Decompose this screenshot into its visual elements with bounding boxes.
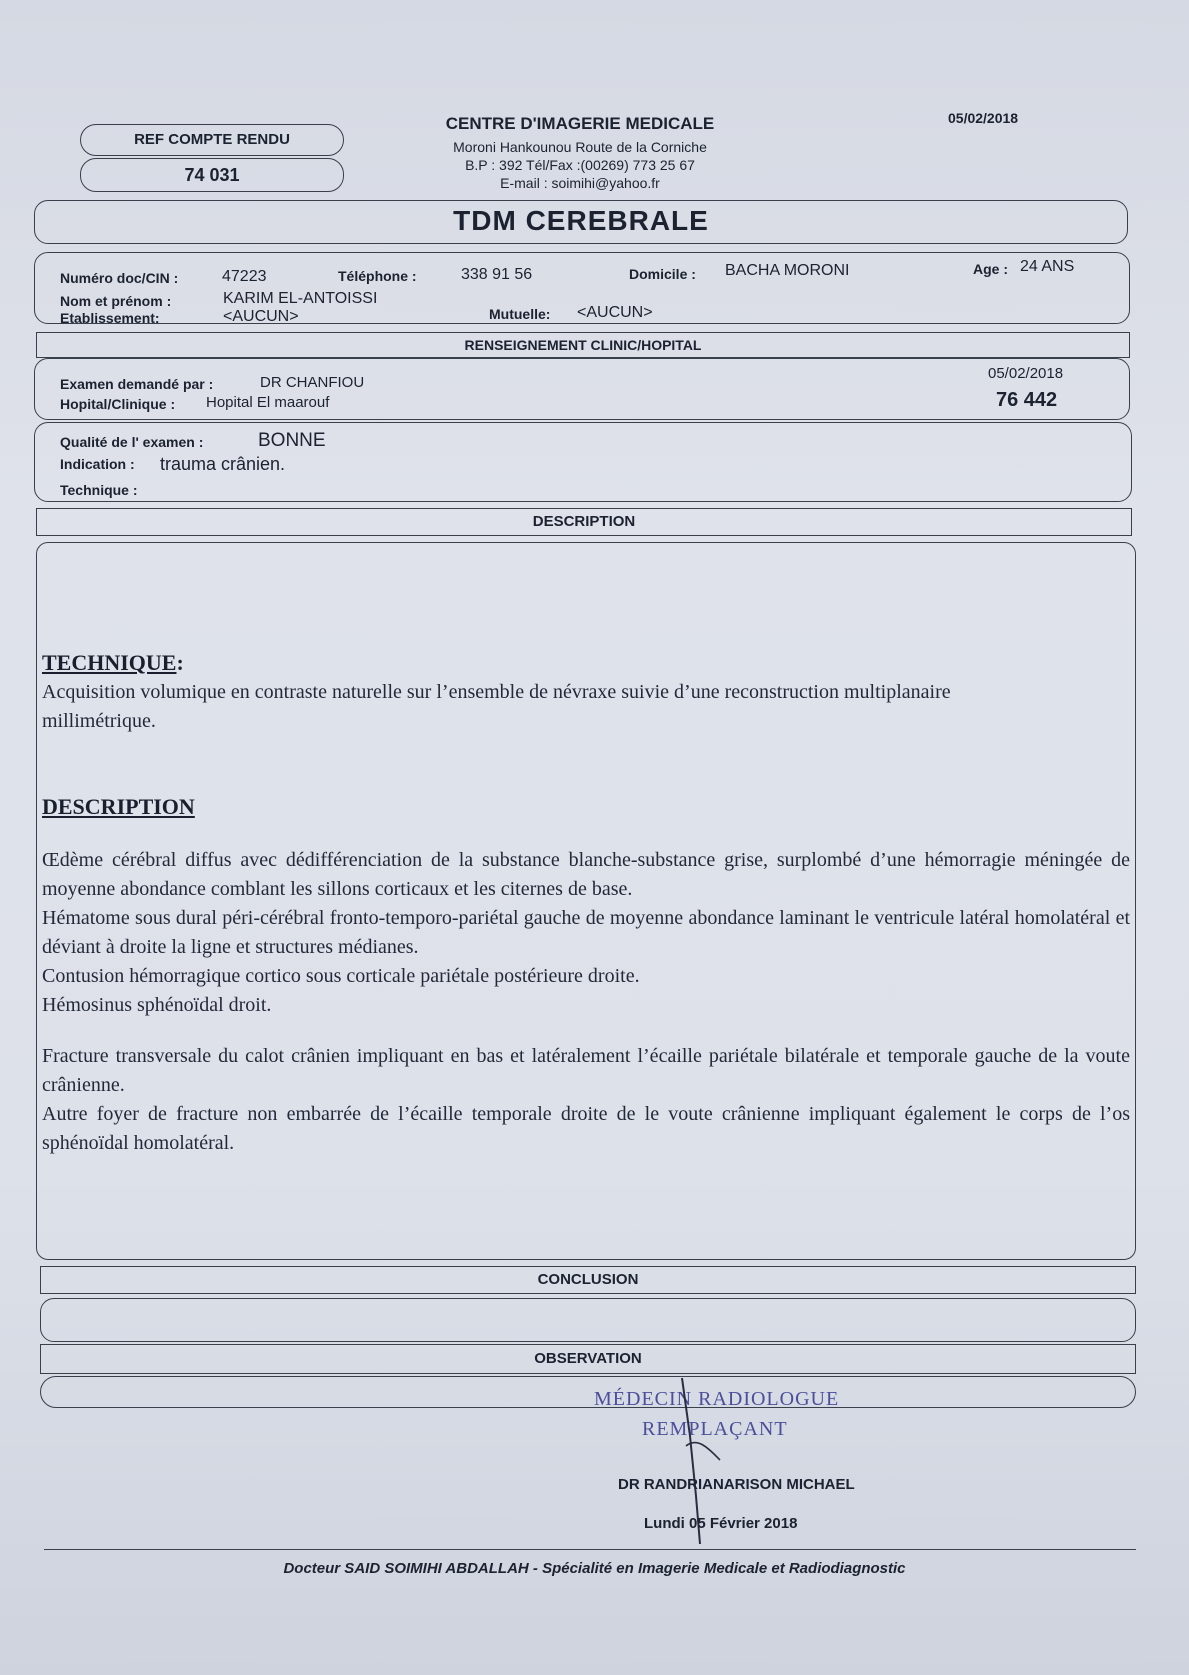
observation-box	[40, 1376, 1136, 1408]
conclusion-bar	[40, 1266, 1136, 1294]
mutuelle-value: <AUCUN>	[577, 304, 653, 321]
conclusion-box	[40, 1298, 1136, 1342]
ref-label: REF COMPTE RENDU	[134, 131, 290, 148]
description-line-4: Hémosinus sphénoïdal droit.	[42, 994, 272, 1016]
hopital-value: Hopital El maarouf	[206, 394, 330, 411]
description-line-6: Autre foyer de fracture non embarrée de l’écaille temporale droite de le voute crânienne impliquant également le corps de l’os sphénoïdal homolatéral.	[42, 1103, 1130, 1154]
mutuelle-label: Mutuelle:	[489, 306, 551, 322]
name-label: Nom et prénom :	[60, 293, 172, 309]
renseignement-bar	[36, 332, 1130, 358]
technique-heading-line	[42, 650, 184, 676]
description-heading: DESCRIPTION	[42, 794, 195, 819]
description-line-3: Contusion hémorragique cortico sous corticale pariétale postérieure droite.	[42, 965, 640, 987]
clinic-date: 05/02/2018	[988, 365, 1064, 382]
footer-rule	[44, 1549, 1136, 1550]
technique-label: Technique :	[60, 482, 138, 498]
etab-value: <AUCUN>	[223, 308, 299, 325]
page-title: TDM CEREBRALE	[453, 205, 709, 236]
description-line-5: Fracture transversale du calot crânien impliquant en bas et latéralement l’écaille pariétale bilatérale et temporale gauche de la voute crânienne.	[42, 1045, 1130, 1096]
age-label: Age :	[973, 261, 1008, 277]
description-bar-label: DESCRIPTION	[532, 513, 636, 530]
domicile-value: BACHA MORONI	[725, 262, 850, 279]
ref-label-box	[80, 124, 344, 156]
exam-value: DR CHANFIOU	[260, 374, 365, 391]
hopital-label: Hopital/Clinique :	[60, 396, 176, 412]
technique-text: Acquisition volumique en contraste naturelle sur l’ensemble de névraxe suivie d’une reconstruction multiplanaire millimétrique.	[42, 681, 951, 732]
indication-label: Indication :	[60, 456, 135, 472]
tel-label: Téléphone :	[338, 268, 417, 284]
conclusion-bar-label: CONCLUSION	[537, 1271, 639, 1288]
center-email: E-mail : soimihi@yahoo.fr	[500, 175, 660, 191]
footer-text: Docteur SAID SOIMIHI ABDALLAH - Spécialité en Imagerie Medicale et Radiodiagnostic	[283, 1560, 906, 1577]
signature-date: Lundi 05 Février 2018	[644, 1515, 798, 1532]
indication-value: trauma crânien.	[160, 454, 286, 474]
observation-bar	[40, 1344, 1136, 1374]
clinic-number: 76 442	[996, 389, 1058, 411]
stamp-line-2: REMPLAÇANT	[642, 1418, 788, 1440]
description-line-1: Œdème cérébral diffus avec dédifférenciation de la substance blanche-substance grise, surplombé d’une hémorragie méningée de moyenne abondance comblant les sillons corticaux et les citernes de base.	[42, 849, 1130, 900]
qualite-label: Qualité de l' examen :	[60, 434, 204, 450]
technique-heading: TECHNIQUE	[42, 650, 177, 675]
description-paragraph-2	[42, 1042, 1130, 1158]
center-bp: B.P : 392 Tél/Fax :(00269) 773 25 67	[465, 157, 695, 173]
age-value: 24 ANS	[1020, 258, 1075, 275]
description-line-2: Hématome sous dural péri-cérébral fronto-temporo-pariétal gauche de moyenne abondance laminant le ventricule latéral homolatéral et déviant à droite la ligne et structures médianes.	[42, 907, 1130, 958]
header-date: 05/02/2018	[948, 110, 1019, 126]
tel-value: 338 91 56	[461, 266, 533, 283]
doc-value: 47223	[222, 268, 267, 285]
ref-value-box	[80, 158, 344, 192]
ref-value: 74 031	[184, 165, 240, 185]
doctor-name: DR RANDRIANARISON MICHAEL	[618, 1476, 855, 1493]
description-paragraph-1	[42, 846, 1130, 1020]
center-name: CENTRE D'IMAGERIE MEDICALE	[445, 114, 715, 133]
domicile-label: Domicile :	[629, 266, 696, 282]
center-header	[400, 114, 760, 192]
center-address: Moroni Hankounou Route de la Corniche	[453, 139, 707, 155]
exam-label: Examen demandé par :	[60, 376, 214, 392]
qualite-value: BONNE	[258, 430, 326, 451]
name-value: KARIM EL-ANTOISSI	[223, 290, 378, 307]
description-bar	[36, 508, 1132, 536]
doc-label: Numéro doc/CIN :	[60, 270, 179, 286]
stamp-line-1: MÉDECIN RADIOLOGUE	[594, 1388, 840, 1410]
observation-bar-label: OBSERVATION	[534, 1350, 642, 1367]
title-box	[34, 200, 1128, 244]
technique-heading-colon: :	[176, 650, 184, 675]
etab-label: Etablissement:	[60, 310, 160, 326]
renseignement-label: RENSEIGNEMENT CLINIC/HOPITAL	[464, 337, 702, 353]
